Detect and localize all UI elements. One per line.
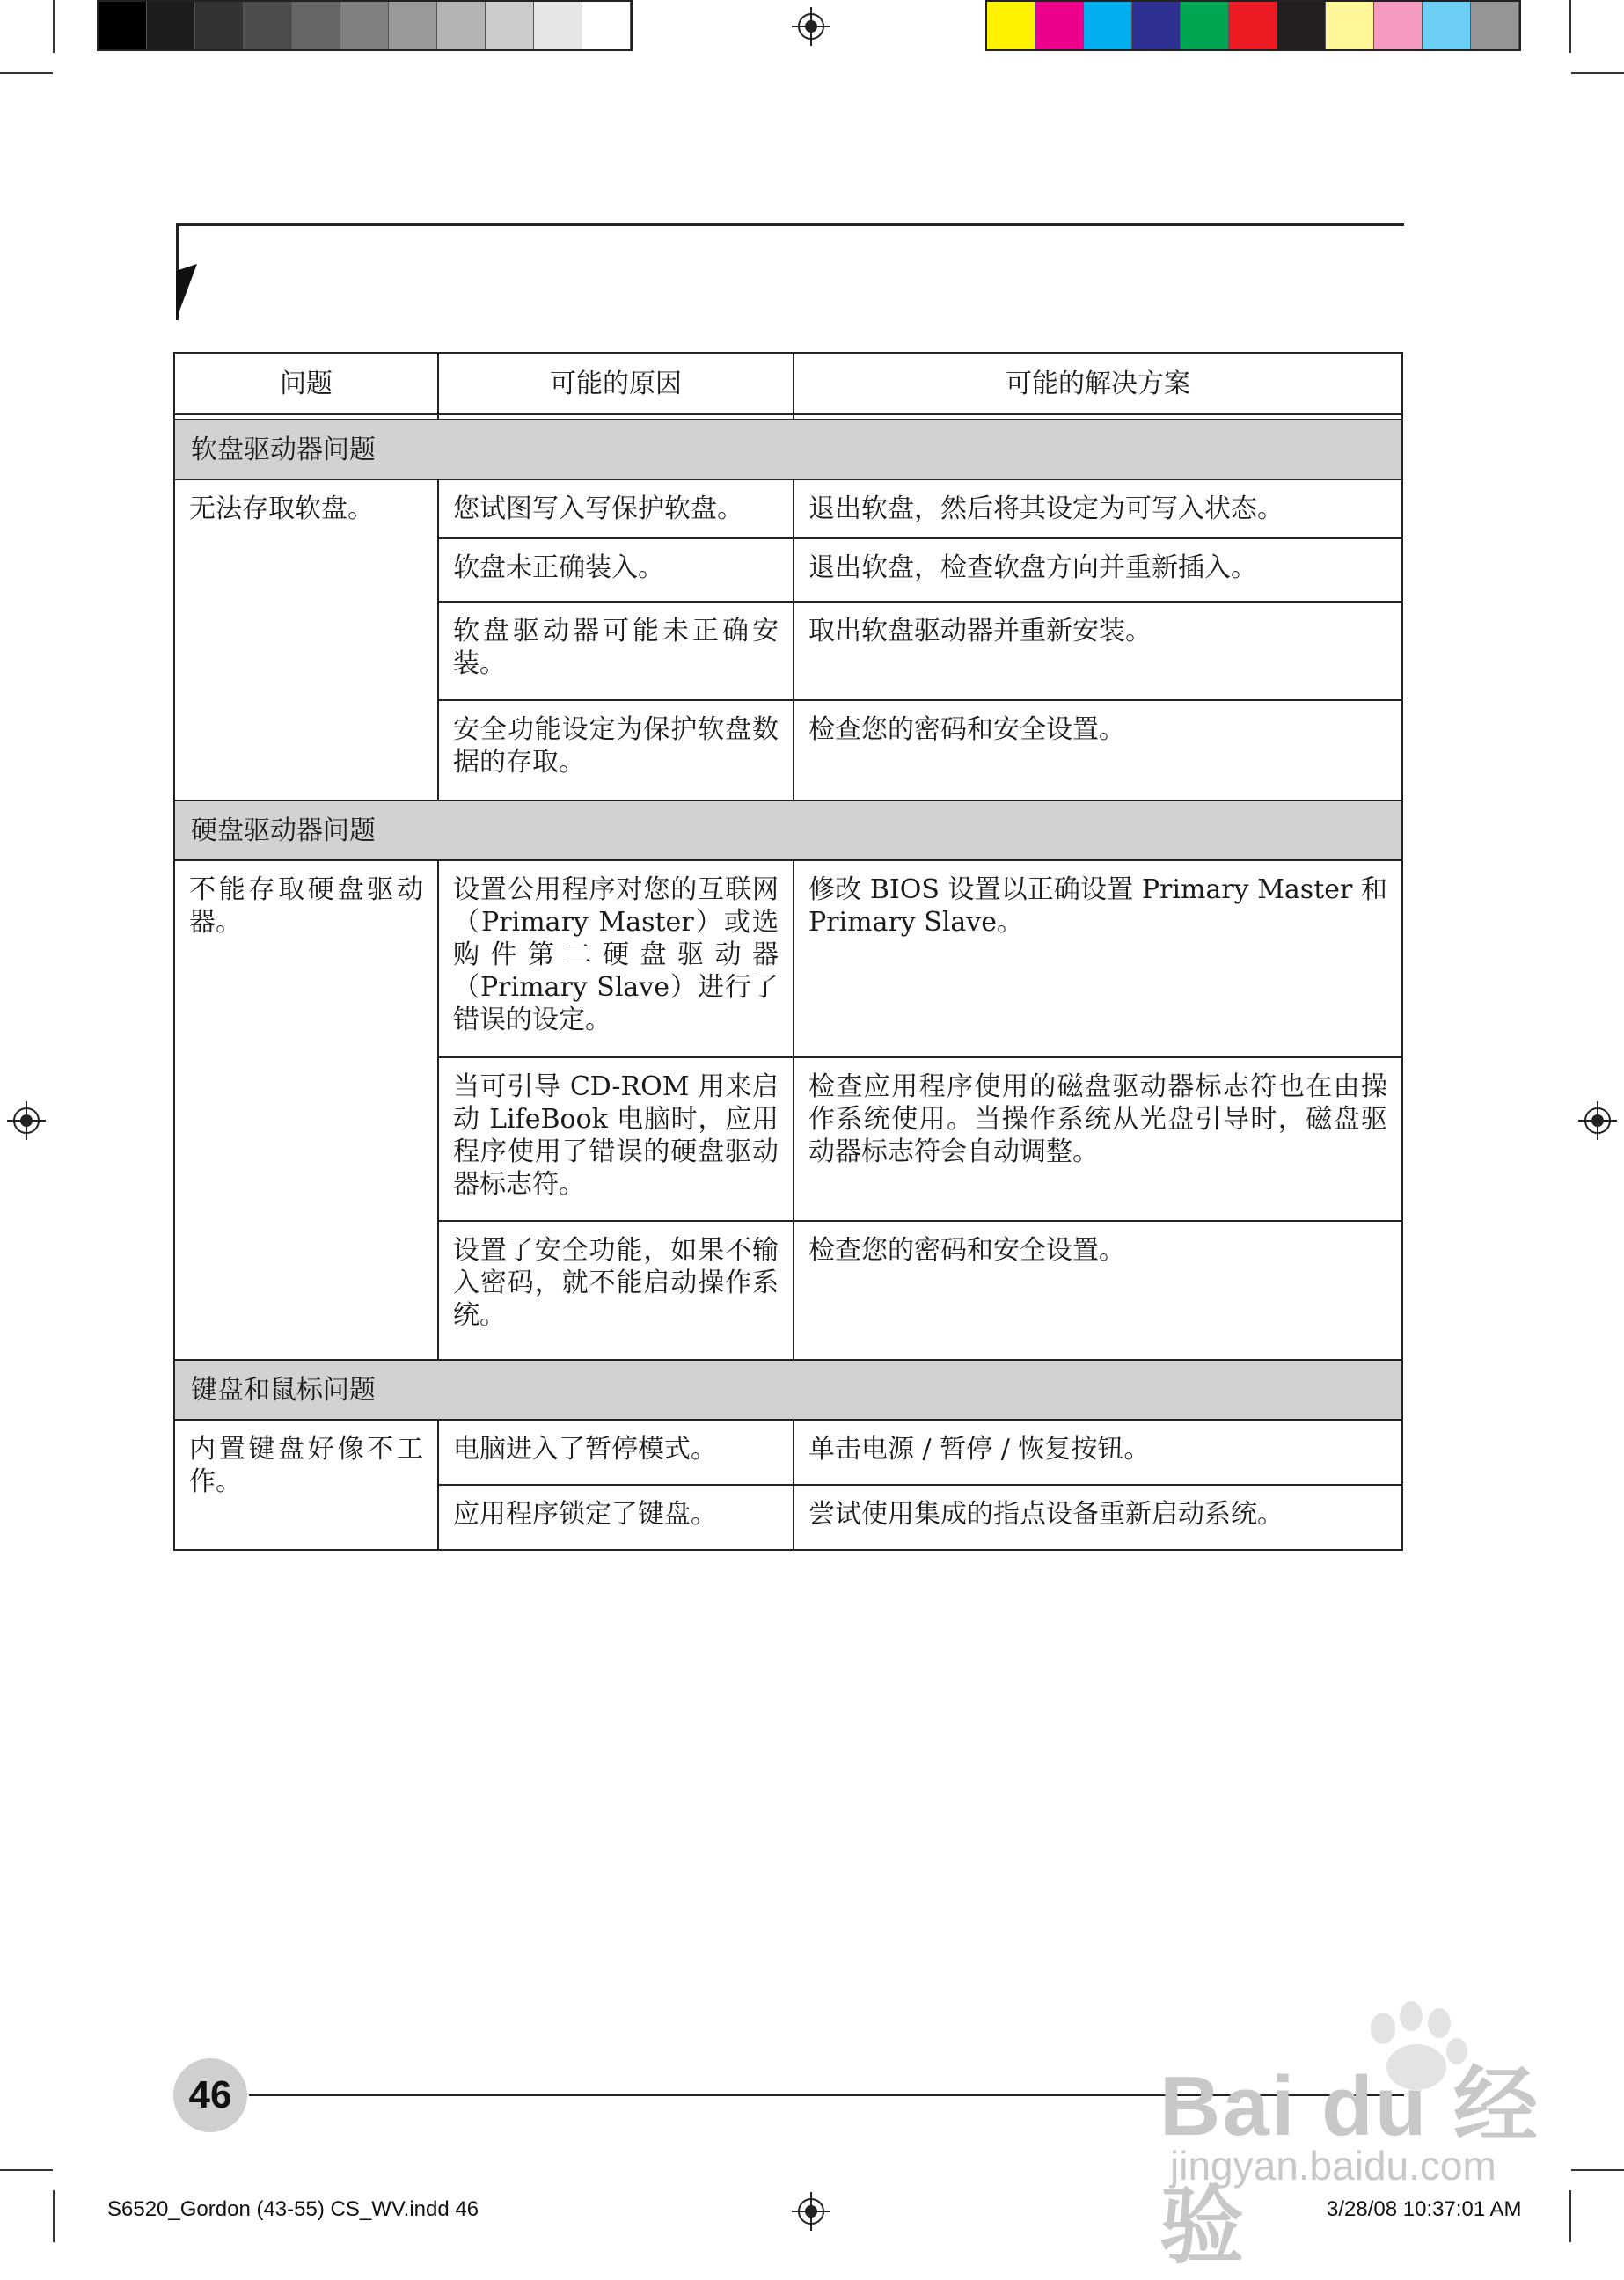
section-row-hard-disk: [174, 800, 1402, 860]
color-swatch: [1326, 2, 1374, 49]
cause-cell: 当可引导 CD-ROM 用来启动 LifeBook 电脑时，应用程序使用了错误的硬盘驱动器标志符。: [438, 1057, 794, 1221]
registration-mark-icon: [7, 1101, 46, 1140]
section-row-keyboard-mouse: [174, 1360, 1402, 1420]
crop-mark: [1571, 72, 1624, 74]
color-swatch: [1471, 2, 1519, 49]
problem-cell: 内置键盘好像不工作。: [174, 1420, 438, 1550]
color-swatch: [582, 2, 631, 49]
header-rule: [176, 223, 1404, 226]
color-swatch: [1132, 2, 1181, 49]
cause-cell: 设置公用程序对您的互联网（Primary Master）或选购件第二硬盘驱动器（Primary Slave）进行了错误的设定。: [438, 860, 794, 1057]
problem-cell: 无法存取软盘。: [174, 479, 438, 800]
watermark-url: jingyan.baidu.com: [1170, 2143, 1496, 2189]
header-problem: 问题: [174, 353, 438, 414]
header-wedge-icon: [176, 264, 199, 320]
registration-mark-icon: [792, 7, 830, 46]
color-swatch: [1229, 2, 1277, 49]
watermark-brand: Bai du 经验: [1159, 2059, 1540, 2274]
color-swatch: [1084, 2, 1132, 49]
table-row: [174, 479, 1402, 538]
header-solution: 可能的解决方案: [794, 353, 1402, 414]
header-cause: 可能的原因: [438, 353, 794, 414]
crop-mark: [53, 0, 55, 53]
color-swatch: [987, 2, 1035, 49]
color-swatch: [389, 2, 437, 49]
color-swatch: [244, 2, 292, 49]
cause-cell: 电脑进入了暂停模式。: [438, 1420, 794, 1485]
solution-cell: 检查您的密码和安全设置。: [794, 700, 1402, 800]
color-swatch: [437, 2, 486, 49]
registration-mark-icon: [792, 2192, 830, 2231]
color-swatch: [1181, 2, 1229, 49]
cause-cell: 应用程序锁定了键盘。: [438, 1485, 794, 1550]
color-swatch: [99, 2, 147, 49]
cause-cell: 安全功能设定为保护软盘数据的存取。: [438, 700, 794, 800]
solution-cell: 取出软盘驱动器并重新安装。: [794, 602, 1402, 700]
crop-mark: [0, 72, 53, 74]
color-swatch: [1035, 2, 1084, 49]
section-row-floppy: [174, 420, 1402, 479]
color-swatch: [340, 2, 389, 49]
print-timestamp: 3/28/08 10:37:01 AM: [1327, 2197, 1522, 2221]
crop-mark: [1569, 0, 1571, 53]
section-title: 硬盘驱动器问题: [174, 800, 1402, 860]
solution-cell: 检查应用程序使用的磁盘驱动器标志符也在由操作系统使用。当操作系统从光盘引导时，磁盘驱动器标志符会自动调整。: [794, 1057, 1402, 1221]
cause-cell: 软盘未正确装入。: [438, 538, 794, 602]
solution-cell: 退出软盘，然后将其设定为可写入状态。: [794, 479, 1402, 538]
solution-cell: 退出软盘，检查软盘方向并重新插入。: [794, 538, 1402, 602]
troubleshooting-table: [173, 352, 1403, 1551]
cause-cell: 设置了安全功能，如果不输入密码，就不能启动操作系统。: [438, 1221, 794, 1360]
solution-cell: 尝试使用集成的指点设备重新启动系统。: [794, 1485, 1402, 1550]
crop-mark: [53, 2190, 55, 2242]
table-row: [174, 1420, 1402, 1485]
process-color-bar: [985, 0, 1521, 51]
crop-mark: [0, 2169, 53, 2171]
table-row: [174, 860, 1402, 1057]
color-swatch: [1374, 2, 1423, 49]
table-header-row: [174, 353, 1402, 414]
section-title: 键盘和鼠标问题: [174, 1360, 1402, 1420]
grayscale-color-bar: [97, 0, 633, 51]
solution-cell: 检查您的密码和安全设置。: [794, 1221, 1402, 1360]
color-swatch: [486, 2, 534, 49]
solution-cell: 修改 BIOS 设置以正确设置 Primary Master 和 Primary Slave。: [794, 860, 1402, 1057]
color-swatch: [147, 2, 195, 49]
color-swatch: [292, 2, 340, 49]
file-slug: S6520_Gordon (43-55) CS_WV.indd 46: [107, 2197, 479, 2221]
solution-cell: 单击电源 / 暂停 / 恢复按钮。: [794, 1420, 1402, 1485]
problem-cell: 不能存取硬盘驱动器。: [174, 860, 438, 1360]
page-number-badge: 46: [173, 2058, 247, 2132]
color-swatch: [534, 2, 582, 49]
color-swatch: [195, 2, 244, 49]
registration-mark-icon: [1578, 1101, 1617, 1140]
color-swatch: [1423, 2, 1471, 49]
cause-cell: 软盘驱动器可能未正确安装。: [438, 602, 794, 700]
cause-cell: 您试图写入写保护软盘。: [438, 479, 794, 538]
color-swatch: [1277, 2, 1326, 49]
section-title: 软盘驱动器问题: [174, 420, 1402, 479]
